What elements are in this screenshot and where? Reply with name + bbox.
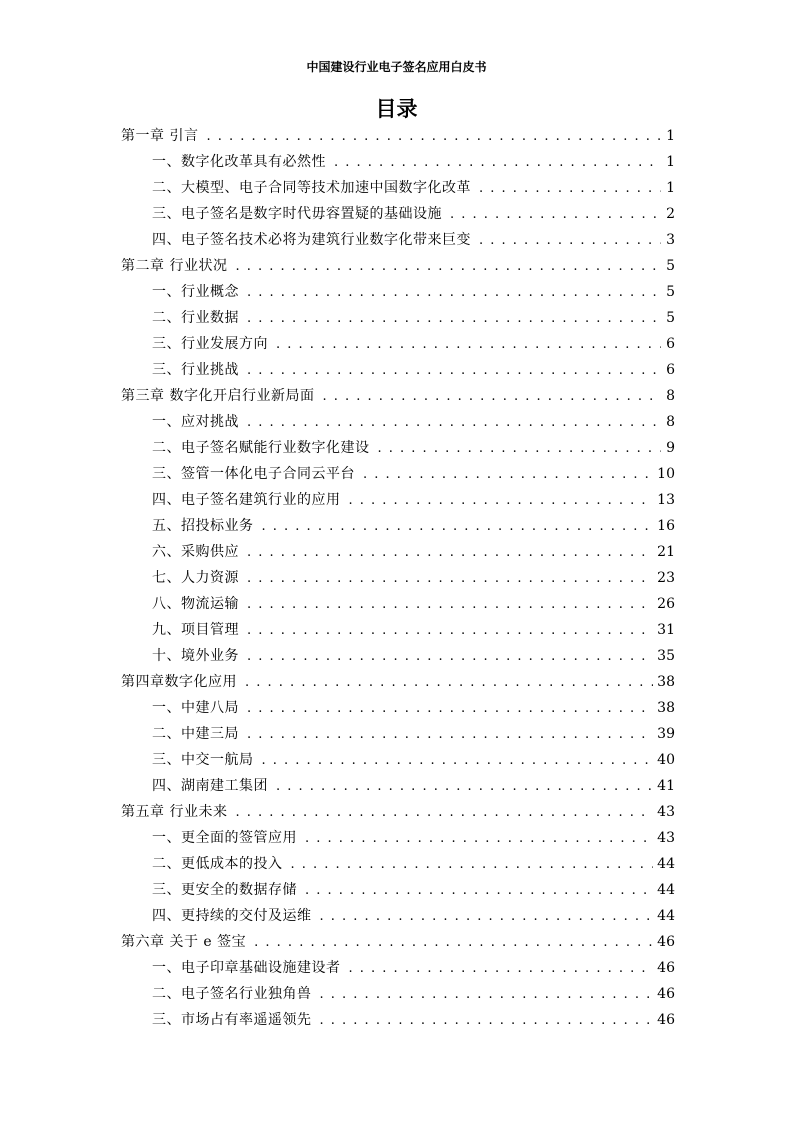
- toc-dot-leader: [247, 358, 661, 384]
- toc-dot-leader: [247, 644, 653, 670]
- toc-entry-label: 五、招投标业务: [152, 518, 254, 534]
- toc-page-number: 10: [657, 466, 675, 482]
- toc-section-entry[interactable]: [121, 695, 675, 721]
- toc-section-entry[interactable]: [121, 175, 675, 201]
- toc-entry-label: 三、行业发展方向: [152, 336, 268, 352]
- toc-dot-leader: [363, 462, 653, 488]
- toc-title: 目录: [375, 97, 418, 121]
- toc-page-number: 3: [666, 232, 675, 248]
- toc-page-number: 31: [657, 622, 675, 638]
- toc-entry-label: 三、中交一航局: [152, 752, 254, 768]
- toc-dot-leader: [276, 332, 661, 358]
- toc-page-number: 8: [666, 388, 675, 404]
- toc-page-number: 13: [657, 492, 675, 508]
- toc-entry-label: 四、湖南建工集团: [152, 778, 268, 794]
- toc-section-entry[interactable]: [121, 305, 675, 331]
- toc-section-entry[interactable]: [121, 357, 675, 383]
- toc-entry-label: 三、签管一体化电子合同云平台: [152, 466, 355, 482]
- toc-page-number: 43: [657, 804, 675, 820]
- toc-page-number: 5: [666, 284, 675, 300]
- toc-dot-leader: [245, 670, 653, 696]
- toc-entry-label: 第五章 行业未来: [121, 804, 228, 820]
- toc-section-entry[interactable]: [121, 747, 675, 773]
- toc-dot-leader: [247, 410, 661, 436]
- toc-entry-label: 一、数字化改革具有必然性: [152, 154, 326, 170]
- toc-page-number: 1: [666, 128, 675, 144]
- toc-page-number: 21: [657, 544, 675, 560]
- toc-entry-label: 三、市场占有率遥遥领先: [152, 1012, 312, 1028]
- toc-page-number: 43: [657, 830, 675, 846]
- toc-entry-label: 三、行业挑战: [152, 362, 239, 378]
- toc-dot-leader: [247, 280, 661, 306]
- toc-chapter-entry[interactable]: [121, 929, 675, 955]
- toc-entry-label: 一、行业概念: [152, 284, 239, 300]
- toc-chapter-entry[interactable]: [121, 123, 675, 149]
- toc-entry-label: 二、行业数据: [152, 310, 239, 326]
- toc-dot-leader: [305, 826, 653, 852]
- toc-dot-leader: [349, 956, 654, 982]
- toc-page-number: 38: [657, 674, 675, 690]
- toc-page-number: 6: [666, 336, 675, 352]
- table-of-contents: [121, 123, 675, 1033]
- toc-entry-label: 一、更全面的签管应用: [152, 830, 297, 846]
- toc-dot-leader: [479, 176, 661, 202]
- toc-section-entry[interactable]: [121, 851, 675, 877]
- toc-page-number: 26: [657, 596, 675, 612]
- toc-page-number: 39: [657, 726, 675, 742]
- toc-chapter-entry[interactable]: [121, 669, 675, 695]
- toc-entry-label: 二、中建三局: [152, 726, 239, 742]
- toc-entry-label: 第三章 数字化开启行业新局面: [121, 388, 315, 404]
- toc-page-number: 46: [657, 960, 675, 976]
- toc-dot-leader: [235, 800, 653, 826]
- toc-dot-leader: [247, 306, 661, 332]
- toc-dot-leader: [378, 436, 662, 462]
- toc-dot-leader: [247, 592, 653, 618]
- toc-entry-label: 一、中建八局: [152, 700, 239, 716]
- toc-dot-leader: [247, 566, 653, 592]
- toc-page-number: 1: [666, 180, 675, 196]
- toc-section-entry[interactable]: [121, 721, 675, 747]
- toc-dot-leader: [262, 514, 654, 540]
- toc-dot-leader: [349, 488, 654, 514]
- toc-dot-leader: [254, 930, 653, 956]
- toc-page-number: 1: [666, 154, 675, 170]
- toc-dot-leader: [320, 1008, 654, 1034]
- toc-page-number: 41: [657, 778, 675, 794]
- toc-chapter-entry[interactable]: [121, 799, 675, 825]
- toc-entry-label: 二、电子签名赋能行业数字化建设: [152, 440, 370, 456]
- toc-entry-label: 九、项目管理: [152, 622, 239, 638]
- toc-entry-label: 四、电子签名技术必将为建筑行业数字化带来巨变: [152, 232, 471, 248]
- toc-section-entry[interactable]: [121, 591, 675, 617]
- toc-section-entry[interactable]: [121, 279, 675, 305]
- toc-entry-label: 第二章 行业状况: [121, 258, 228, 274]
- toc-dot-leader: [291, 852, 654, 878]
- toc-section-entry[interactable]: [121, 513, 675, 539]
- toc-page-number: 16: [657, 518, 675, 534]
- toc-dot-leader: [320, 982, 654, 1008]
- toc-section-entry[interactable]: [121, 461, 675, 487]
- toc-entry-label: 第六章 关于 e 签宝: [121, 934, 247, 950]
- toc-entry-label: 六、采购供应: [152, 544, 239, 560]
- toc-dot-leader: [247, 618, 653, 644]
- toc-section-entry[interactable]: [121, 435, 675, 461]
- toc-entry-label: 八、物流运输: [152, 596, 239, 612]
- toc-entry-label: 十、境外业务: [152, 648, 239, 664]
- toc-dot-leader: [276, 774, 653, 800]
- toc-entry-label: 第四章数字化应用: [121, 674, 237, 690]
- toc-page-number: 23: [657, 570, 675, 586]
- toc-dot-leader: [235, 254, 661, 280]
- toc-page-number: 9: [666, 440, 675, 456]
- toc-dot-leader: [322, 384, 661, 410]
- toc-entry-label: 二、电子签名行业独角兽: [152, 986, 312, 1002]
- toc-section-entry[interactable]: [121, 409, 675, 435]
- toc-dot-leader: [206, 124, 661, 150]
- toc-page-number: 5: [666, 310, 675, 326]
- toc-section-entry[interactable]: [121, 617, 675, 643]
- toc-page-number: 46: [657, 986, 675, 1002]
- toc-entry-label: 二、大模型、电子合同等技术加速中国数字化改革: [152, 180, 471, 196]
- toc-page-number: 44: [657, 882, 675, 898]
- toc-section-entry[interactable]: [121, 565, 675, 591]
- toc-entry-label: 二、更低成本的投入: [152, 856, 283, 872]
- toc-entry-label: 四、更持续的交付及运维: [152, 908, 312, 924]
- toc-dot-leader: [479, 228, 661, 254]
- toc-section-entry[interactable]: [121, 773, 675, 799]
- toc-dot-leader: [450, 202, 661, 228]
- toc-section-entry[interactable]: [121, 539, 675, 565]
- toc-section-entry[interactable]: [121, 227, 675, 253]
- toc-chapter-entry[interactable]: [121, 383, 675, 409]
- toc-page-number: 8: [666, 414, 675, 430]
- toc-entry-label: 七、人力资源: [152, 570, 239, 586]
- toc-entry-label: 一、应对挑战: [152, 414, 239, 430]
- toc-page-number: 38: [657, 700, 675, 716]
- toc-dot-leader: [247, 540, 653, 566]
- toc-entry-label: 第一章 引言: [121, 128, 199, 144]
- toc-page-number: 46: [657, 1012, 675, 1028]
- toc-section-entry[interactable]: [121, 643, 675, 669]
- toc-dot-leader: [305, 878, 653, 904]
- toc-section-entry[interactable]: [121, 955, 675, 981]
- toc-section-entry[interactable]: [121, 331, 675, 357]
- toc-dot-leader: [247, 696, 653, 722]
- toc-page-number: 35: [657, 648, 675, 664]
- toc-page-number: 6: [666, 362, 675, 378]
- page-header: 中国建设行业电子签名应用白皮书: [306, 60, 487, 74]
- toc-entry-label: 三、更安全的数据存储: [152, 882, 297, 898]
- toc-dot-leader: [334, 150, 661, 176]
- toc-chapter-entry[interactable]: [121, 253, 675, 279]
- toc-entry-label: 四、电子签名建筑行业的应用: [152, 492, 341, 508]
- toc-entry-label: 三、电子签名是数字时代毋容置疑的基础设施: [152, 206, 442, 222]
- toc-section-entry[interactable]: [121, 903, 675, 929]
- toc-page-number: 40: [657, 752, 675, 768]
- toc-dot-leader: [262, 748, 654, 774]
- toc-page-number: 2: [666, 206, 675, 222]
- toc-section-entry[interactable]: [121, 1007, 675, 1033]
- toc-page-number: 46: [657, 934, 675, 950]
- toc-page-number: 44: [657, 908, 675, 924]
- toc-dot-leader: [247, 722, 653, 748]
- toc-section-entry[interactable]: [121, 825, 675, 851]
- toc-page-number: 5: [666, 258, 675, 274]
- toc-section-entry[interactable]: [121, 487, 675, 513]
- toc-section-entry[interactable]: [121, 149, 675, 175]
- toc-dot-leader: [320, 904, 654, 930]
- toc-section-entry[interactable]: [121, 981, 675, 1007]
- toc-entry-label: 一、电子印章基础设施建设者: [152, 960, 341, 976]
- toc-section-entry[interactable]: [121, 201, 675, 227]
- toc-section-entry[interactable]: [121, 877, 675, 903]
- toc-page-number: 44: [657, 856, 675, 872]
